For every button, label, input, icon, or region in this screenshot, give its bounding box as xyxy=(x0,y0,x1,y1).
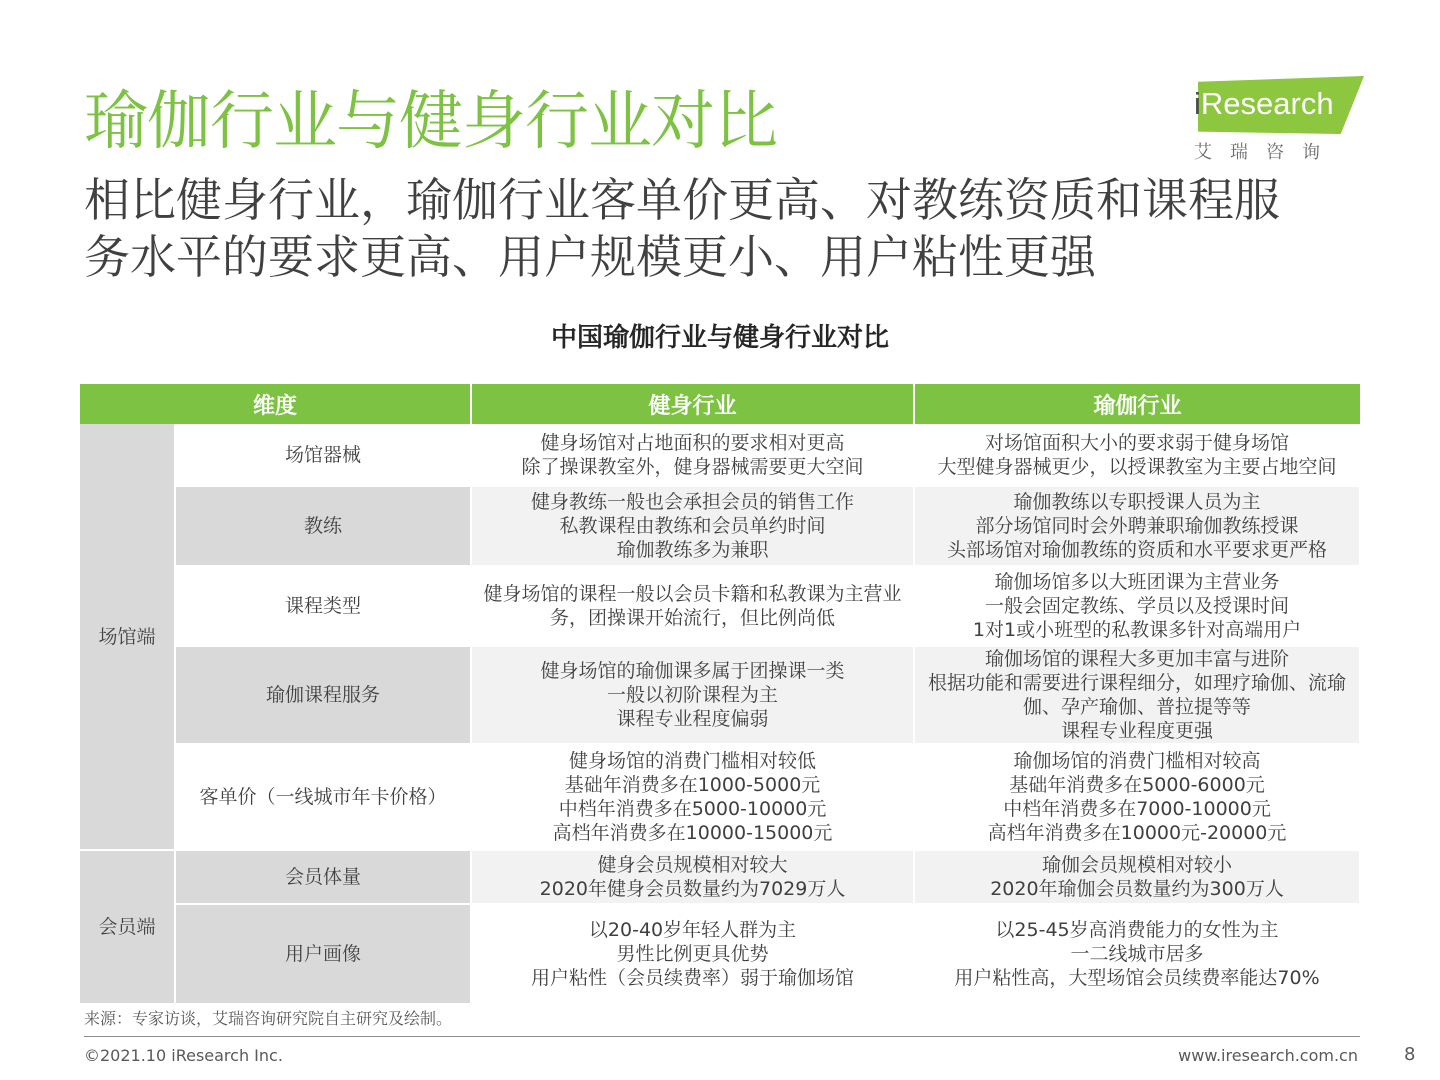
dimension-cell: 客单价（一线城市年卡价格） xyxy=(175,744,471,850)
footer-divider xyxy=(84,1036,1360,1037)
source-note: 来源：专家访谈，艾瑞咨询研究院自主研究及绘制。 xyxy=(84,1009,453,1028)
yoga-cell: 瑜伽场馆的课程大多更加丰富与进阶 根据功能和需要进行课程细分，如理疗瑜伽、流瑜 伽、孕产瑜伽、普拉提等等 课程专业程度更强 xyxy=(914,646,1360,744)
fitness-cell: 健身场馆对占地面积的要求相对更高 除了操课教室外，健身器械需要更大空间 xyxy=(471,424,914,486)
yoga-cell: 瑜伽场馆多以大班团课为主营业务 一般会固定教练、学员以及授课时间 1对1或小班型的私教课多针对高端用户 xyxy=(914,566,1360,646)
copyright: ©2021.10 iResearch Inc. xyxy=(84,1046,283,1065)
dimension-cell: 用户画像 xyxy=(175,904,471,1004)
yoga-cell: 以25-45岁高消费能力的女性为主 一二线城市居多 用户粘性高，大型场馆会员续费率能达70% xyxy=(914,904,1360,1004)
table-row xyxy=(80,566,1360,646)
table-header-row xyxy=(80,384,1360,424)
table-row xyxy=(80,904,1360,1004)
subtitle-line: 务水平的要求更高、用户规模更小、用户粘性更强 xyxy=(84,230,1096,284)
table-row xyxy=(80,744,1360,850)
group-label-venue: 场馆端 xyxy=(80,424,175,850)
yoga-cell: 瑜伽场馆的消费门槛相对较高 基础年消费多在5000-6000元 中档年消费多在7000-10000元 高档年消费多在10000元-20000元 xyxy=(914,744,1360,850)
page-subtitle xyxy=(84,172,1384,286)
logo-word: iResearch xyxy=(1194,86,1334,121)
header-yoga: 瑜伽行业 xyxy=(914,384,1360,424)
table-row xyxy=(80,646,1360,744)
yoga-cell: 对场馆面积大小的要求弱于健身场馆 大型健身器械更少，以授课教室为主要占地空间 xyxy=(914,424,1360,486)
group-label-member: 会员端 xyxy=(80,850,175,1004)
header-dimension: 维度 xyxy=(80,384,471,424)
table-row xyxy=(80,424,1360,486)
dimension-cell: 教练 xyxy=(175,486,471,566)
dimension-cell: 会员体量 xyxy=(175,850,471,904)
dimension-cell: 场馆器械 xyxy=(175,424,471,486)
dimension-cell: 瑜伽课程服务 xyxy=(175,646,471,744)
page-title: 瑜伽行业与健身行业对比 xyxy=(84,85,777,159)
fitness-cell: 健身场馆的瑜伽课多属于团操课一类 一般以初阶课程为主 课程专业程度偏弱 xyxy=(471,646,914,744)
header-fitness: 健身行业 xyxy=(471,384,914,424)
fitness-cell: 健身场馆的消费门槛相对较低 基础年消费多在1000-5000元 中档年消费多在5000-10000元 高档年消费多在10000-15000元 xyxy=(471,744,914,850)
website-link[interactable]: www.iresearch.com.cn xyxy=(1178,1046,1358,1065)
table-row xyxy=(80,850,1360,904)
yoga-cell: 瑜伽教练以专职授课人员为主 部分场馆同时会外聘兼职瑜伽教练授课 头部场馆对瑜伽教练的资质和水平要求更严格 xyxy=(914,486,1360,566)
subtitle-line: 相比健身行业，瑜伽行业客单价更高、对教练资质和课程服 xyxy=(84,173,1280,227)
fitness-cell: 健身教练一般也会承担会员的销售工作 私教课程由教练和会员单约时间 瑜伽教练多为兼职 xyxy=(471,486,914,566)
table-row xyxy=(80,486,1360,566)
fitness-cell: 健身会员规模相对较大 2020年健身会员数量约为7029万人 xyxy=(471,850,914,904)
table-title: 中国瑜伽行业与健身行业对比 xyxy=(550,323,889,353)
logo-chinese-name: 艾瑞咨询 xyxy=(1194,142,1338,163)
fitness-cell: 以20-40岁年轻人群为主 男性比例更具优势 用户粘性（会员续费率）弱于瑜伽场馆 xyxy=(471,904,914,1004)
iresearch-logo xyxy=(1188,74,1368,166)
dimension-cell: 课程类型 xyxy=(175,566,471,646)
yoga-cell: 瑜伽会员规模相对较小 2020年瑜伽会员数量约为300万人 xyxy=(914,850,1360,904)
page-number: 8 xyxy=(1404,1044,1416,1065)
comparison-table xyxy=(80,384,1360,1005)
fitness-cell: 健身场馆的课程一般以会员卡籍和私教课为主营业 务，团操课开始流行，但比例尚低 xyxy=(471,566,914,646)
